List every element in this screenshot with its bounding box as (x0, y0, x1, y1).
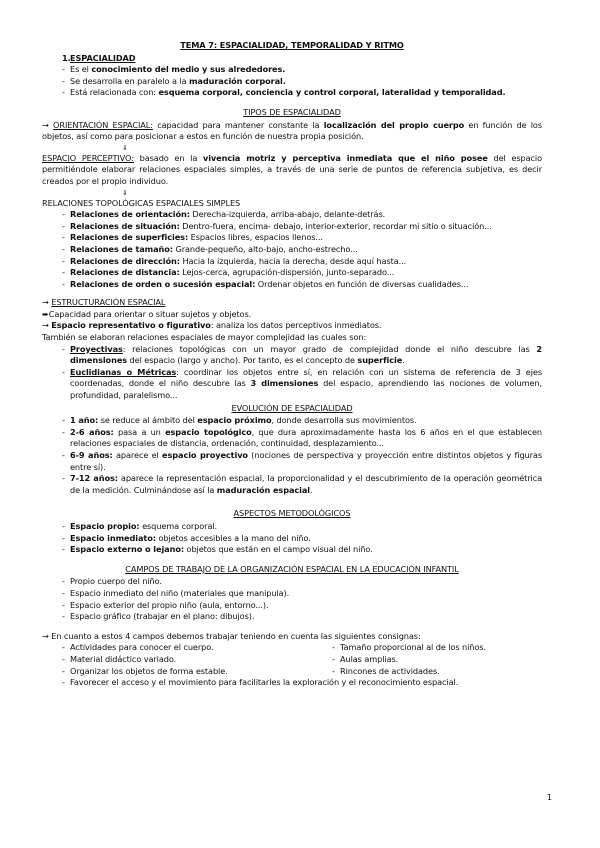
list-item: - Relaciones de orientación: Derecha-izquierda, arriba-abajo, delante-detrás. (42, 209, 542, 221)
list-item: - Relaciones de situación: Dentro-fuera, encima- debajo, interior-exterior, recordar mi sitio o situación... (42, 221, 542, 233)
list-item: - Relaciones de distancia: Lejos-cerca, agrupación-dispersión, junto-separado... (42, 267, 542, 279)
list-item: - Se desarrolla en paralelo a la maduración corporal. (42, 76, 542, 88)
relaciones-list (42, 209, 542, 290)
list-item: - Relaciones de tamaño: Grande-pequeño, alto-bajo, ancho-estrecho... (42, 244, 542, 256)
consignas-right-list (312, 642, 542, 677)
estructuracion-line-3: También se elaboran relaciones espaciales de mayor complejidad las cuales son: (42, 332, 367, 343)
list-item: - Rincones de actividades. (312, 666, 542, 678)
list-item: - Material didáctico variado. (42, 654, 312, 666)
tipos-heading: TIPOS DE ESPACIALIDAD (243, 106, 341, 117)
section-number: 1. (62, 52, 71, 63)
list-item: - 1 año: se reduce al ámbito del espacio próximo, donde desarrolla sus movimientos. (42, 415, 542, 427)
consignas-columns (42, 642, 542, 677)
estructuracion-line-1: ➨Capacidad para orientar o situar sujetos y objetos. (42, 308, 252, 319)
list-item: - Aulas amplias. (312, 654, 542, 666)
list-item: - Está relacionada con: esquema corporal, conciencia y control corporal, lateralidad y temporalidad. (42, 87, 542, 99)
list-item: - Espacio inmediato: objetos accesibles a la mano del niño. (42, 533, 542, 545)
list-item: - Espacio propio: esquema corporal. (42, 521, 542, 533)
consignas-last-list (42, 677, 542, 689)
list-item: - Relaciones de orden o sucesión espacial: Ordenar objetos en función de diversas cualidades... (42, 279, 542, 291)
arrow-right-icon: ➨ (42, 308, 49, 319)
list-item: - Proyectivas: relaciones topológicas con un mayor grado de complejidad donde el niño descubre las 2 dimensiones del espacio (largo y ancho). Por tanto, es el concepto de superficie. (42, 344, 542, 367)
list-item: - Es el conocimiento del medio y sus alrededores. (42, 64, 542, 76)
page-title: TEMA 7: ESPACIALIDAD, TEMPORALIDAD Y RITMO (180, 40, 404, 50)
list-item: - Relaciones de superficies: Espacios libres, espacios llenos... (42, 232, 542, 244)
campos-list (42, 576, 542, 622)
orientacion-paragraph: → ORIENTACIÓN ESPACIAL: capacidad para mantener constante la localización del propio cuerpo en función de los objetos, así como para posicionar a estos en función de nuestra propia posición. (42, 119, 542, 142)
down-arrow-icon: ⇓ (122, 143, 128, 152)
list-item: - 2-6 años: pasa a un espacio topológico, que dura aproximadamente hasta los 6 años en el que establecen relaciones espaciales de distancia, ordenación, continuidad, desplazamiento... (42, 427, 542, 450)
estructuracion-line-2: → Espacio representativo o figurativo: analiza los datos perceptivos inmediatos. (42, 320, 382, 331)
list-item: - Euclidianas o Métricas: coordinar los objetos entre sí, en relación con un sistema de referencia de 3 ejes coordenadas, donde el niño descubre las 3 dimensiones del espacio, aprendiendo las nociones de volumen, profundidad, paralelismo... (42, 367, 542, 402)
estructuracion-list (42, 344, 542, 402)
list-item: - Propio cuerpo del niño. (42, 576, 542, 588)
list-item: - Espacio inmediato del niño (materiales que manipula). (42, 588, 542, 600)
perceptivo-paragraph: ESPACIO PERCEPTIVO: basado en la vivencia motriz y perceptiva inmediata que el niño posee del espacio permitiéndole elaborar relaciones espaciales simples, a través de una serie de puntos de referencia subjetiva, es decir creados por el propio individuo. (42, 152, 543, 186)
list-item: - Espacio externo o lejano: objetos que están en el campo visual del niño. (42, 544, 542, 556)
list-item: - Espacio gráfico (trabajar en el plano: dibujos). (42, 611, 542, 623)
consignas-intro: → En cuanto a estos 4 campos debemos trabajar teniendo en cuenta las siguientes consignas: (42, 630, 421, 641)
list-item: - Actividades para conocer el cuerpo. (42, 642, 312, 654)
section-title: ESPACIALIDAD (70, 52, 136, 63)
estructuracion-heading: → ESTRUCTURACIÓN ESPACIAL (42, 297, 166, 308)
page-number: 1 (546, 792, 552, 802)
espacialidad-list (42, 64, 542, 99)
list-item: - 7-12 años: aparece la representación espacial, la proporcionalidad y el descubrimiento de la operación geométrica de la medición. Culminándose así la maduración espacial. (42, 473, 542, 496)
aspectos-heading: ASPECTOS METODOLÓGICOS (233, 508, 351, 519)
list-item: - Espacio exterior del propio niño (aula, entorno...). (42, 600, 542, 612)
consignas-left-list (42, 642, 312, 677)
campos-heading: CAMPOS DE TRABAJO DE LA ORGANIZACIÓN ESPACIAL EN LA EDUCACIÓN INFANTIL (125, 563, 459, 574)
list-item: - 6-9 años: aparece el espacio proyectivo (nociones de perspectiva y proyección entre distintos objetos y figuras entre sí). (42, 450, 542, 473)
list-item: - Favorecer el acceso y el movimiento para facilitarles la exploración y el reconocimiento espacial. (42, 677, 542, 689)
evolucion-list (42, 415, 542, 496)
list-item: - Relaciones de dirección: Hacia la izquierda, hacia la derecha, desde aquí hasta... (42, 256, 542, 268)
evolucion-heading: EVOLUCIÓN DE ESPACIALIDAD (231, 402, 353, 413)
relaciones-heading: RELACIONES TOPOLÓGICAS ESPACIALES SIMPLES (42, 197, 241, 208)
aspectos-list (42, 521, 542, 556)
down-arrow-icon: ⇓ (122, 188, 128, 197)
list-item: - Organizar los objetos de forma estable. (42, 666, 312, 678)
section-1-heading (42, 53, 542, 65)
list-item: - Tamaño proporcional al de los niños. (312, 642, 542, 654)
